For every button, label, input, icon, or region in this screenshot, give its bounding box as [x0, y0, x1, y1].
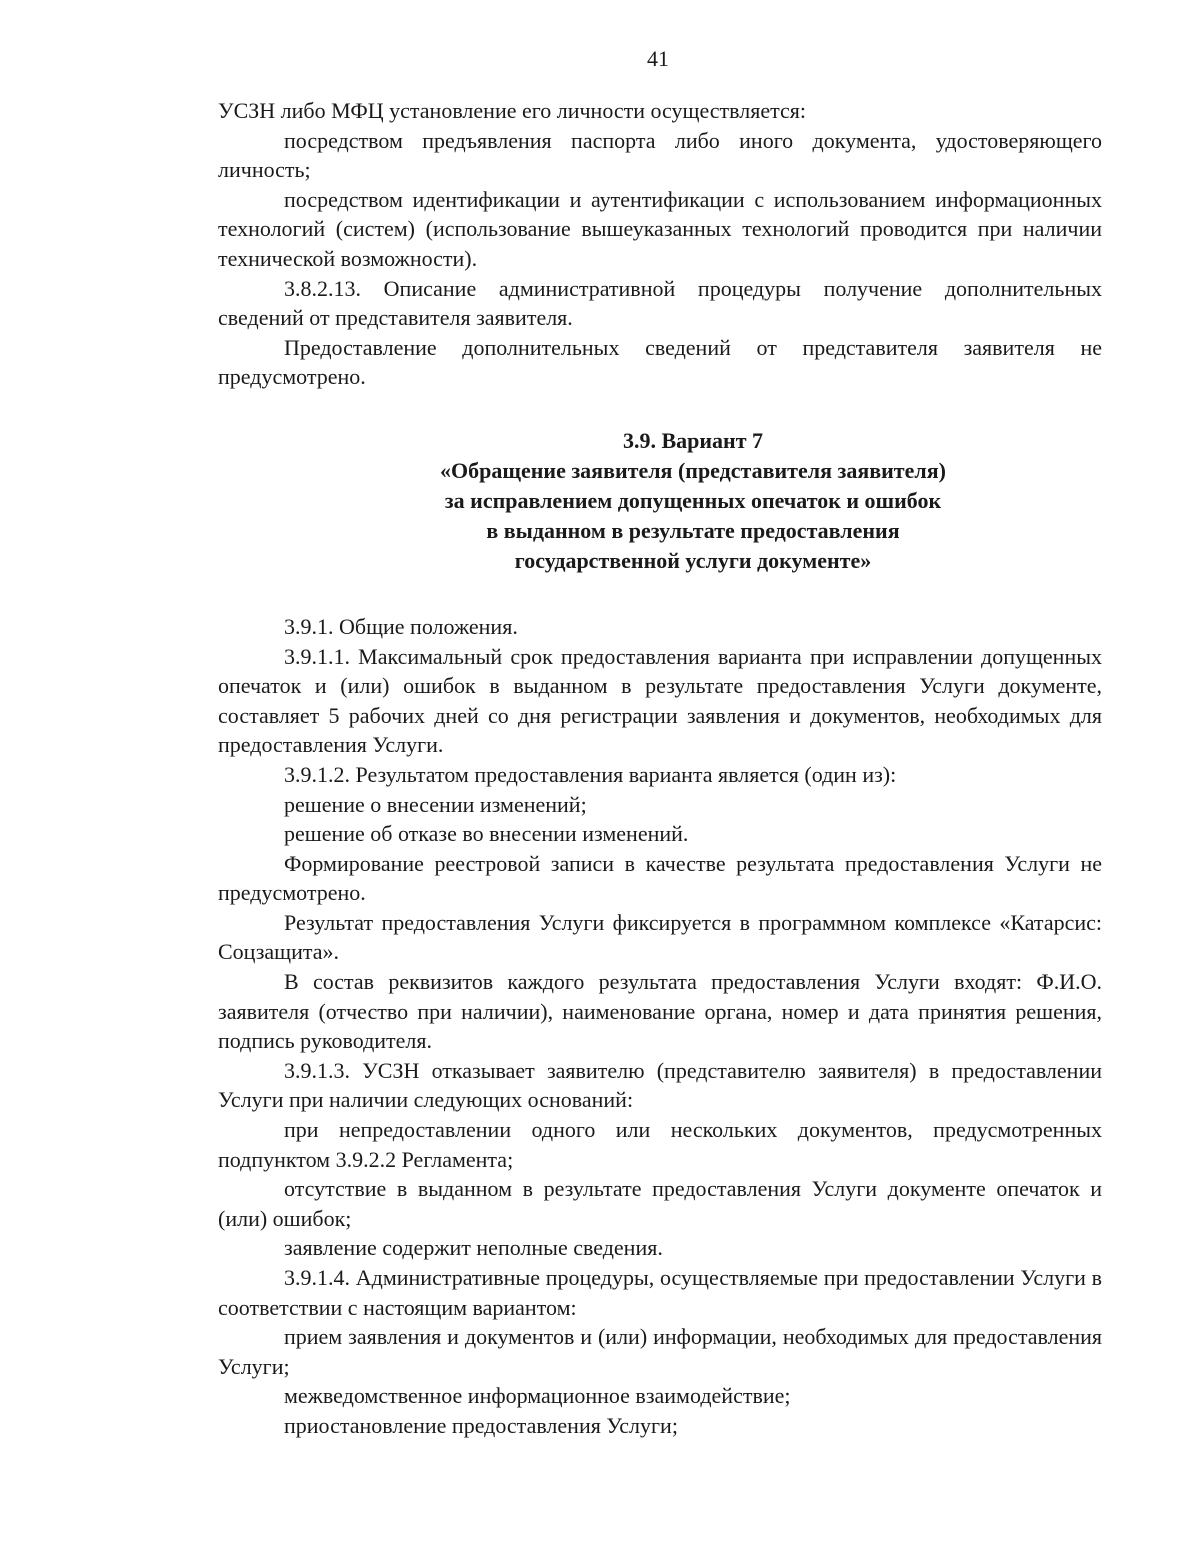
paragraph: УСЗН либо МФЦ установление его личности осуществляется: — [218, 98, 807, 123]
paragraph: Формирование реестровой записи в качестве результата предоставления Услуги не предусмотрено. — [218, 850, 1102, 906]
section-heading-line: «Обращение заявителя (представителя заявителя) — [440, 457, 946, 483]
section-heading-line: за исправлением допущенных опечаток и ошибок — [444, 487, 942, 513]
paragraph: при непредоставлении одного или нескольких документов, предусмотренных подпунктом 3.9.2.2 Регламента; — [218, 1117, 1102, 1172]
paragraph: 3.9.1.4. Административные процедуры, осуществляемые при предоставлении Услуги в соответствии с настоящим вариантом: — [218, 1265, 1102, 1320]
paragraph: заявление содержит неполные сведения. — [284, 1235, 663, 1261]
paragraph: посредством идентификации и аутентификации с использованием информационных технологий (систем) (использование вышеуказанных технологий проводится при наличии технической возможности). — [218, 186, 1102, 271]
paragraph: В состав реквизитов каждого результата предоставления Услуги входят: Ф.И.О. заявителя (отчество при наличии), наименование органа, номер и дата принятия решения, подпись руководителя. — [218, 969, 1102, 1054]
paragraph: прием заявления и документов и (или) информации, необходимых для предоставления Услуги; — [218, 1324, 1102, 1379]
paragraph: межведомственное информационное взаимодействие; — [284, 1383, 791, 1409]
paragraph: 3.9.1.1. Максимальный срок предоставления варианта при исправлении допущенных опечаток и (или) ошибок в выданном в результате предоставления Услуги документе, составляет 5 рабочих дней со дня регистрации заявления и документов, необходимых для предоставления Услуги. — [218, 643, 1102, 758]
document-body — [218, 96, 1102, 1441]
paragraph: 3.9.1.3. УСЗН отказывает заявителю (представителю заявителя) в предоставлении Услуги при наличии следующих оснований: — [218, 1057, 1102, 1113]
page-number: 41 — [647, 46, 669, 71]
paragraph: Результат предоставления Услуги фиксируется в программном комплексе «Катарсис: Соцзащита». — [218, 909, 1102, 965]
section-heading-line: в выданном в результате предоставления — [486, 517, 900, 543]
paragraph: решение о внесении изменений; — [284, 791, 587, 817]
paragraph: отсутствие в выданном в результате предоставления Услуги документе опечаток и (или) ошибок; — [218, 1176, 1102, 1231]
section-heading-line: государственной услуги документе» — [514, 547, 872, 573]
paragraph: решение об отказе во внесении изменений. — [284, 821, 689, 847]
paragraph: 3.8.2.13. Описание административной процедуры получение дополнительных сведений от представителя заявителя. — [218, 275, 1102, 331]
paragraph: посредством предъявления паспорта либо иного документа, удостоверяющего личность; — [218, 127, 1102, 183]
paragraph: 3.9.1. Общие положения. — [284, 613, 518, 639]
paragraph: 3.9.1.2. Результатом предоставления варианта является (один из): — [284, 761, 897, 787]
paragraph: приостановление предоставления Услуги; — [284, 1412, 678, 1438]
section-heading-line: 3.9. Вариант 7 — [622, 427, 764, 453]
paragraph: Предоставление дополнительных сведений от представителя заявителя не предусмотрено. — [218, 334, 1102, 390]
section-heading — [218, 426, 1102, 576]
